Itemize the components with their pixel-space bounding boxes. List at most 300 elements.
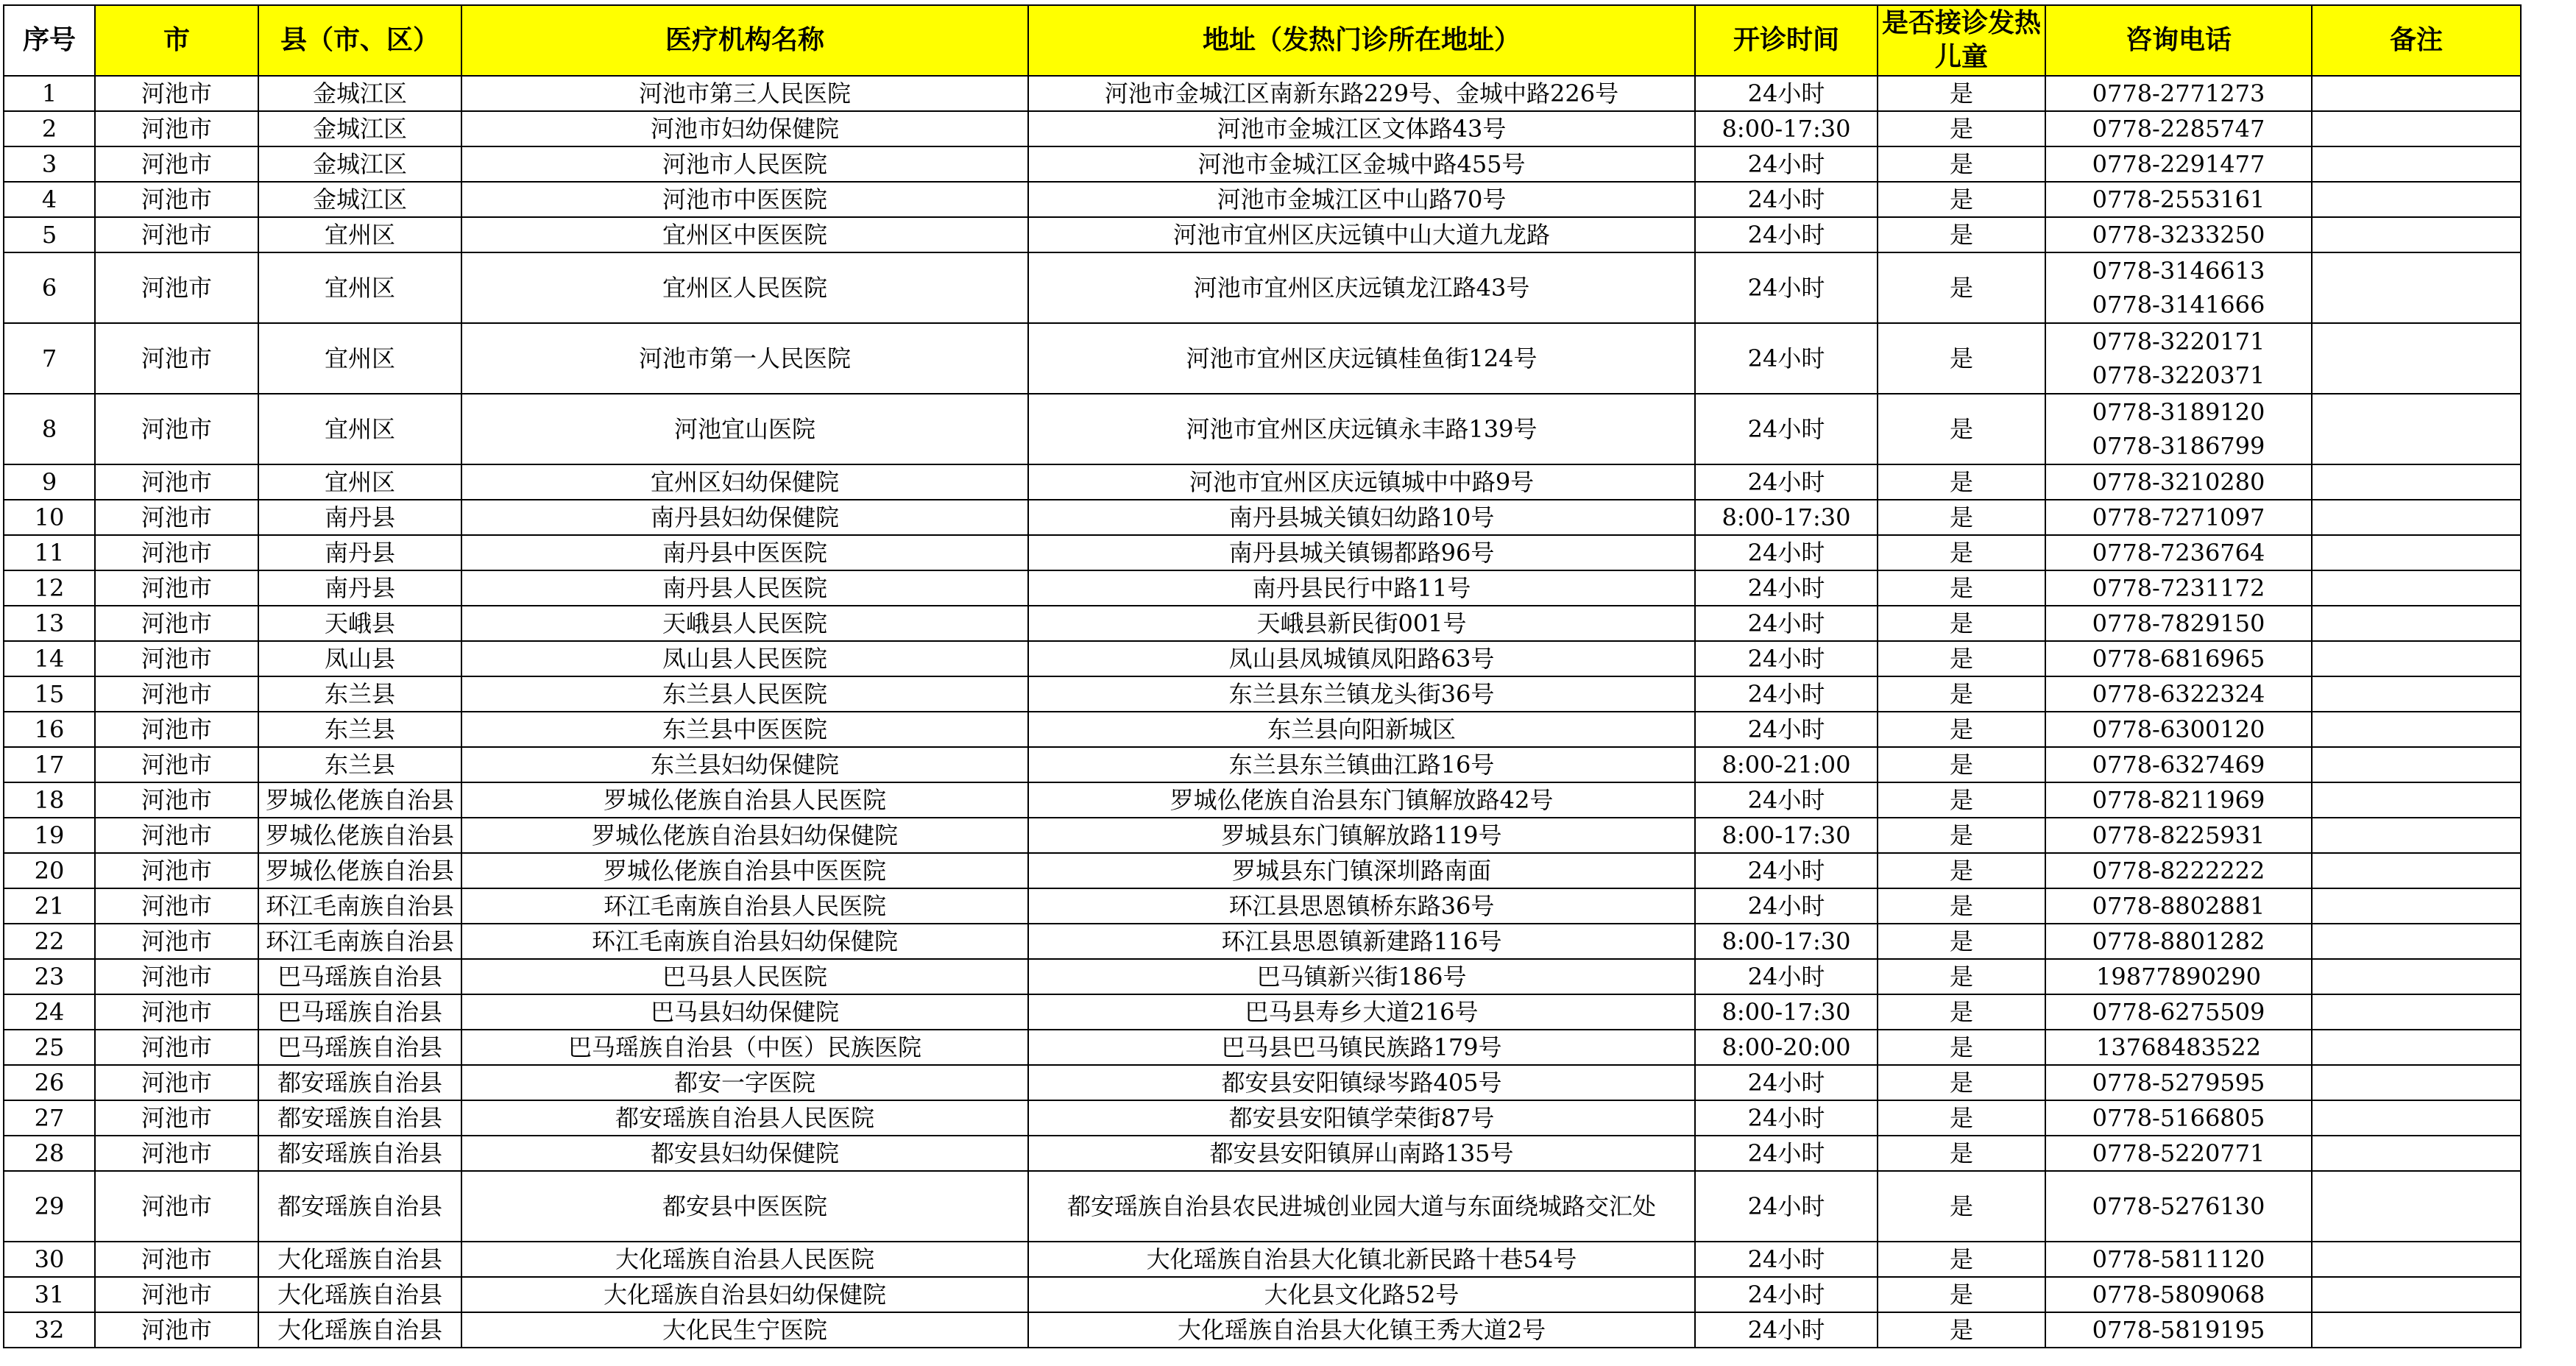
cell-hours: 24小时 <box>1695 464 1878 500</box>
cell-children: 是 <box>1878 1277 2045 1312</box>
cell-city: 河池市 <box>95 1136 258 1171</box>
cell-no: 8 <box>4 394 95 464</box>
cell-note <box>2312 676 2521 712</box>
cell-note <box>2312 111 2521 146</box>
cell-city: 河池市 <box>95 1312 258 1348</box>
cell-institution: 东兰县人民医院 <box>461 676 1028 712</box>
cell-phone <box>2045 1065 2312 1100</box>
cell-institution: 环江毛南族自治县人民医院 <box>461 888 1028 924</box>
table-row <box>4 500 2521 535</box>
cell-institution: 罗城仫佬族自治县中医医院 <box>461 853 1028 888</box>
cell-county: 南丹县 <box>258 570 461 606</box>
cell-city: 河池市 <box>95 464 258 500</box>
cell-note <box>2312 1277 2521 1312</box>
phone-number: 0778-6322324 <box>2092 680 2265 708</box>
cell-note <box>2312 1136 2521 1171</box>
cell-no: 32 <box>4 1312 95 1348</box>
cell-hours: 24小时 <box>1695 76 1878 111</box>
cell-note <box>2312 1312 2521 1348</box>
cell-city: 河池市 <box>95 217 258 252</box>
cell-address: 大化瑶族自治县大化镇北新民路十巷54号 <box>1028 1242 1695 1277</box>
cell-address: 大化县文化路52号 <box>1028 1277 1695 1312</box>
cell-phone <box>2045 323 2312 394</box>
cell-address: 天峨县新民街001号 <box>1028 606 1695 641</box>
phone-number: 0778-3186799 <box>2092 432 2265 460</box>
cell-county: 南丹县 <box>258 535 461 570</box>
cell-note <box>2312 924 2521 959</box>
cell-city: 河池市 <box>95 1277 258 1312</box>
cell-hours: 24小时 <box>1695 606 1878 641</box>
cell-hours: 24小时 <box>1695 712 1878 747</box>
header-phone: 咨询电话 <box>2045 5 2312 76</box>
cell-institution: 巴马县人民医院 <box>461 959 1028 994</box>
cell-institution: 凤山县人民医院 <box>461 641 1028 676</box>
cell-city: 河池市 <box>95 182 258 217</box>
cell-no: 3 <box>4 146 95 182</box>
cell-phone <box>2045 394 2312 464</box>
table-row <box>4 217 2521 252</box>
phone-number: 0778-5811120 <box>2092 1245 2265 1273</box>
cell-institution: 河池市第一人民医院 <box>461 323 1028 394</box>
cell-city: 河池市 <box>95 924 258 959</box>
cell-institution: 大化民生宁医院 <box>461 1312 1028 1348</box>
cell-phone <box>2045 959 2312 994</box>
cell-note <box>2312 146 2521 182</box>
header-city: 市 <box>95 5 258 76</box>
cell-children: 是 <box>1878 853 2045 888</box>
cell-address: 大化瑶族自治县大化镇王秀大道2号 <box>1028 1312 1695 1348</box>
cell-address: 东兰县东兰镇龙头街36号 <box>1028 676 1695 712</box>
cell-note <box>2312 394 2521 464</box>
phone-number: 0778-5276130 <box>2092 1192 2265 1220</box>
header-institution: 医疗机构名称 <box>461 5 1028 76</box>
cell-note <box>2312 1171 2521 1242</box>
cell-children: 是 <box>1878 818 2045 853</box>
table-row <box>4 959 2521 994</box>
cell-city: 河池市 <box>95 323 258 394</box>
cell-note <box>2312 1065 2521 1100</box>
cell-hours: 24小时 <box>1695 1277 1878 1312</box>
table-row <box>4 712 2521 747</box>
cell-children: 是 <box>1878 323 2045 394</box>
cell-children: 是 <box>1878 994 2045 1030</box>
cell-no: 17 <box>4 747 95 782</box>
cell-children: 是 <box>1878 1171 2045 1242</box>
cell-city: 河池市 <box>95 606 258 641</box>
cell-no: 5 <box>4 217 95 252</box>
phone-number: 0778-5279595 <box>2092 1069 2265 1097</box>
cell-county: 宜州区 <box>258 323 461 394</box>
table-row <box>4 464 2521 500</box>
table-row <box>4 1065 2521 1100</box>
cell-note <box>2312 570 2521 606</box>
cell-address: 南丹县民行中路11号 <box>1028 570 1695 606</box>
cell-children: 是 <box>1878 924 2045 959</box>
cell-address: 河池市金城江区中山路70号 <box>1028 182 1695 217</box>
table-row <box>4 146 2521 182</box>
cell-children: 是 <box>1878 1312 2045 1348</box>
cell-no: 10 <box>4 500 95 535</box>
cell-phone <box>2045 924 2312 959</box>
phone-number: 0778-3220171 <box>2092 328 2265 355</box>
cell-children: 是 <box>1878 712 2045 747</box>
cell-phone <box>2045 500 2312 535</box>
cell-phone <box>2045 888 2312 924</box>
cell-institution: 都安县中医医院 <box>461 1171 1028 1242</box>
cell-hours: 24小时 <box>1695 676 1878 712</box>
cell-address: 河池市宜州区庆远镇城中中路9号 <box>1028 464 1695 500</box>
cell-children: 是 <box>1878 1065 2045 1100</box>
cell-county: 宜州区 <box>258 252 461 323</box>
cell-county: 宜州区 <box>258 394 461 464</box>
phone-number: 0778-3220371 <box>2092 361 2265 389</box>
cell-phone <box>2045 146 2312 182</box>
table-row <box>4 111 2521 146</box>
cell-note <box>2312 76 2521 111</box>
table-row <box>4 924 2521 959</box>
cell-institution: 都安一字医院 <box>461 1065 1028 1100</box>
cell-county: 天峨县 <box>258 606 461 641</box>
cell-children: 是 <box>1878 252 2045 323</box>
cell-no: 31 <box>4 1277 95 1312</box>
cell-institution: 宜州区妇幼保健院 <box>461 464 1028 500</box>
table-row <box>4 182 2521 217</box>
cell-phone <box>2045 1242 2312 1277</box>
cell-institution: 巴马瑶族自治县（中医）民族医院 <box>461 1030 1028 1065</box>
cell-children: 是 <box>1878 1136 2045 1171</box>
cell-children: 是 <box>1878 182 2045 217</box>
table-row <box>4 888 2521 924</box>
cell-note <box>2312 818 2521 853</box>
phone-number: 0778-8801282 <box>2092 927 2265 955</box>
phone-number: 0778-2285747 <box>2092 115 2265 143</box>
cell-phone <box>2045 1312 2312 1348</box>
cell-no: 24 <box>4 994 95 1030</box>
cell-note <box>2312 1100 2521 1136</box>
cell-city: 河池市 <box>95 888 258 924</box>
table-row <box>4 323 2521 394</box>
cell-county: 都安瑶族自治县 <box>258 1171 461 1242</box>
cell-hours: 8:00-17:30 <box>1695 994 1878 1030</box>
cell-note <box>2312 747 2521 782</box>
cell-no: 11 <box>4 535 95 570</box>
cell-phone <box>2045 712 2312 747</box>
cell-city: 河池市 <box>95 641 258 676</box>
table-row <box>4 1242 2521 1277</box>
cell-hours: 24小时 <box>1695 1100 1878 1136</box>
cell-address: 罗城县东门镇深圳路南面 <box>1028 853 1695 888</box>
cell-hours: 8:00-17:30 <box>1695 924 1878 959</box>
table-row <box>4 535 2521 570</box>
cell-city: 河池市 <box>95 959 258 994</box>
cell-phone <box>2045 606 2312 641</box>
table-row <box>4 853 2521 888</box>
cell-phone <box>2045 747 2312 782</box>
cell-hours: 24小时 <box>1695 217 1878 252</box>
phone-number: 19877890290 <box>2096 963 2261 991</box>
cell-city: 河池市 <box>95 712 258 747</box>
cell-institution: 河池宜山医院 <box>461 394 1028 464</box>
table-body <box>4 76 2521 1348</box>
cell-county: 东兰县 <box>258 676 461 712</box>
cell-institution: 巴马县妇幼保健院 <box>461 994 1028 1030</box>
cell-city: 河池市 <box>95 570 258 606</box>
cell-address: 巴马镇新兴街186号 <box>1028 959 1695 994</box>
cell-children: 是 <box>1878 888 2045 924</box>
phone-number: 0778-3233250 <box>2092 221 2265 249</box>
cell-hours: 24小时 <box>1695 1312 1878 1348</box>
phone-number: 0778-6327469 <box>2092 751 2265 779</box>
cell-county: 金城江区 <box>258 182 461 217</box>
cell-county: 巴马瑶族自治县 <box>258 959 461 994</box>
table-row <box>4 676 2521 712</box>
cell-hours: 24小时 <box>1695 888 1878 924</box>
cell-hours: 24小时 <box>1695 1065 1878 1100</box>
cell-address: 都安县安阳镇学荣街87号 <box>1028 1100 1695 1136</box>
cell-address: 巴马县寿乡大道216号 <box>1028 994 1695 1030</box>
cell-hours: 24小时 <box>1695 641 1878 676</box>
table-row <box>4 1136 2521 1171</box>
cell-address: 罗城仫佬族自治县东门镇解放路42号 <box>1028 782 1695 818</box>
cell-hours: 8:00-17:30 <box>1695 818 1878 853</box>
cell-county: 大化瑶族自治县 <box>258 1277 461 1312</box>
cell-children: 是 <box>1878 111 2045 146</box>
table-row <box>4 606 2521 641</box>
cell-no: 1 <box>4 76 95 111</box>
cell-no: 19 <box>4 818 95 853</box>
cell-county: 宜州区 <box>258 217 461 252</box>
phone-number: 0778-3210280 <box>2092 468 2265 496</box>
cell-address: 凤山县凤城镇凤阳路63号 <box>1028 641 1695 676</box>
cell-no: 16 <box>4 712 95 747</box>
cell-no: 20 <box>4 853 95 888</box>
cell-county: 东兰县 <box>258 747 461 782</box>
cell-phone <box>2045 1030 2312 1065</box>
table-row <box>4 252 2521 323</box>
cell-city: 河池市 <box>95 676 258 712</box>
cell-city: 河池市 <box>95 994 258 1030</box>
cell-address: 罗城县东门镇解放路119号 <box>1028 818 1695 853</box>
cell-hours: 24小时 <box>1695 146 1878 182</box>
cell-phone <box>2045 535 2312 570</box>
cell-address: 南丹县城关镇锡都路96号 <box>1028 535 1695 570</box>
phone-number: 0778-3189120 <box>2092 398 2265 426</box>
cell-hours: 24小时 <box>1695 853 1878 888</box>
cell-children: 是 <box>1878 464 2045 500</box>
cell-city: 河池市 <box>95 146 258 182</box>
cell-institution: 东兰县妇幼保健院 <box>461 747 1028 782</box>
cell-note <box>2312 182 2521 217</box>
cell-children: 是 <box>1878 146 2045 182</box>
cell-city: 河池市 <box>95 535 258 570</box>
phone-number: 0778-5809068 <box>2092 1281 2265 1309</box>
phone-number: 0778-3141666 <box>2092 291 2265 319</box>
cell-institution: 大化瑶族自治县人民医院 <box>461 1242 1028 1277</box>
phone-number: 0778-2291477 <box>2092 150 2265 178</box>
cell-institution: 罗城仫佬族自治县人民医院 <box>461 782 1028 818</box>
cell-county: 金城江区 <box>258 146 461 182</box>
cell-county: 都安瑶族自治县 <box>258 1065 461 1100</box>
phone-number: 0778-2771273 <box>2092 79 2265 107</box>
cell-address: 河池市金城江区金城中路455号 <box>1028 146 1695 182</box>
cell-children: 是 <box>1878 676 2045 712</box>
cell-note <box>2312 853 2521 888</box>
cell-no: 9 <box>4 464 95 500</box>
cell-institution: 宜州区中医医院 <box>461 217 1028 252</box>
cell-county: 罗城仫佬族自治县 <box>258 818 461 853</box>
table-row <box>4 994 2521 1030</box>
cell-county: 宜州区 <box>258 464 461 500</box>
header-address: 地址（发热门诊所在地址） <box>1028 5 1695 76</box>
cell-no: 15 <box>4 676 95 712</box>
cell-no: 14 <box>4 641 95 676</box>
cell-institution: 河池市第三人民医院 <box>461 76 1028 111</box>
cell-note <box>2312 782 2521 818</box>
table-row <box>4 782 2521 818</box>
cell-county: 环江毛南族自治县 <box>258 924 461 959</box>
cell-children: 是 <box>1878 500 2045 535</box>
cell-no: 18 <box>4 782 95 818</box>
cell-city: 河池市 <box>95 500 258 535</box>
cell-city: 河池市 <box>95 1030 258 1065</box>
cell-city: 河池市 <box>95 76 258 111</box>
cell-note <box>2312 464 2521 500</box>
cell-children: 是 <box>1878 1242 2045 1277</box>
cell-city: 河池市 <box>95 747 258 782</box>
cell-institution: 都安县妇幼保健院 <box>461 1136 1028 1171</box>
cell-note <box>2312 888 2521 924</box>
cell-city: 河池市 <box>95 111 258 146</box>
cell-address: 南丹县城关镇妇幼路10号 <box>1028 500 1695 535</box>
cell-county: 金城江区 <box>258 76 461 111</box>
cell-children: 是 <box>1878 747 2045 782</box>
cell-phone <box>2045 111 2312 146</box>
cell-county: 凤山县 <box>258 641 461 676</box>
table-row <box>4 76 2521 111</box>
cell-county: 罗城仫佬族自治县 <box>258 782 461 818</box>
cell-no: 26 <box>4 1065 95 1100</box>
cell-hours: 24小时 <box>1695 182 1878 217</box>
cell-no: 7 <box>4 323 95 394</box>
cell-phone <box>2045 818 2312 853</box>
cell-no: 22 <box>4 924 95 959</box>
cell-no: 23 <box>4 959 95 994</box>
cell-institution: 南丹县妇幼保健院 <box>461 500 1028 535</box>
cell-phone <box>2045 676 2312 712</box>
cell-children: 是 <box>1878 782 2045 818</box>
cell-institution: 河池市妇幼保健院 <box>461 111 1028 146</box>
phone-number: 13768483522 <box>2096 1033 2261 1061</box>
cell-phone <box>2045 464 2312 500</box>
cell-note <box>2312 252 2521 323</box>
cell-institution: 南丹县中医医院 <box>461 535 1028 570</box>
cell-address: 环江县思恩镇桥东路36号 <box>1028 888 1695 924</box>
phone-number: 0778-8802881 <box>2092 892 2265 920</box>
cell-city: 河池市 <box>95 1171 258 1242</box>
cell-hours: 8:00-21:00 <box>1695 747 1878 782</box>
phone-number: 0778-6816965 <box>2092 645 2265 673</box>
cell-children: 是 <box>1878 1100 2045 1136</box>
cell-no: 4 <box>4 182 95 217</box>
cell-institution: 河池市人民医院 <box>461 146 1028 182</box>
cell-hours: 8:00-17:30 <box>1695 111 1878 146</box>
cell-county: 都安瑶族自治县 <box>258 1136 461 1171</box>
cell-address: 河池市宜州区庆远镇龙江路43号 <box>1028 252 1695 323</box>
cell-city: 河池市 <box>95 1242 258 1277</box>
table-row <box>4 1030 2521 1065</box>
header-row <box>4 5 2521 76</box>
cell-city: 河池市 <box>95 818 258 853</box>
cell-children: 是 <box>1878 535 2045 570</box>
cell-city: 河池市 <box>95 1065 258 1100</box>
cell-hours: 8:00-17:30 <box>1695 500 1878 535</box>
cell-note <box>2312 712 2521 747</box>
cell-hours: 24小时 <box>1695 1136 1878 1171</box>
cell-county: 巴马瑶族自治县 <box>258 1030 461 1065</box>
cell-address: 环江县思恩镇新建路116号 <box>1028 924 1695 959</box>
cell-address: 东兰县东兰镇曲江路16号 <box>1028 747 1695 782</box>
phone-number: 0778-7231172 <box>2092 574 2265 602</box>
cell-institution: 河池市中医医院 <box>461 182 1028 217</box>
cell-phone <box>2045 182 2312 217</box>
cell-county: 大化瑶族自治县 <box>258 1242 461 1277</box>
cell-phone <box>2045 641 2312 676</box>
cell-institution: 宜州区人民医院 <box>461 252 1028 323</box>
cell-institution: 南丹县人民医院 <box>461 570 1028 606</box>
cell-no: 28 <box>4 1136 95 1171</box>
cell-institution: 都安瑶族自治县人民医院 <box>461 1100 1028 1136</box>
cell-children: 是 <box>1878 1030 2045 1065</box>
phone-number: 0778-7236764 <box>2092 539 2265 567</box>
phone-number: 0778-5220771 <box>2092 1139 2265 1167</box>
cell-county: 巴马瑶族自治县 <box>258 994 461 1030</box>
cell-hours: 24小时 <box>1695 394 1878 464</box>
phone-number: 0778-6300120 <box>2092 715 2265 743</box>
cell-county: 大化瑶族自治县 <box>258 1312 461 1348</box>
fever-clinic-table <box>3 4 2522 1348</box>
cell-hours: 24小时 <box>1695 1171 1878 1242</box>
cell-phone <box>2045 782 2312 818</box>
phone-number: 0778-8222222 <box>2092 857 2265 885</box>
cell-city: 河池市 <box>95 252 258 323</box>
cell-children: 是 <box>1878 217 2045 252</box>
cell-no: 27 <box>4 1100 95 1136</box>
cell-hours: 24小时 <box>1695 535 1878 570</box>
cell-address: 河池市金城江区南新东路229号、金城中路226号 <box>1028 76 1695 111</box>
phone-number: 0778-7271097 <box>2092 503 2265 531</box>
cell-children: 是 <box>1878 76 2045 111</box>
cell-note <box>2312 535 2521 570</box>
cell-city: 河池市 <box>95 782 258 818</box>
phone-number: 0778-8211969 <box>2092 786 2265 814</box>
cell-address: 河池市宜州区庆远镇桂鱼街124号 <box>1028 323 1695 394</box>
cell-children: 是 <box>1878 394 2045 464</box>
cell-county: 金城江区 <box>258 111 461 146</box>
table-row <box>4 747 2521 782</box>
cell-county: 环江毛南族自治县 <box>258 888 461 924</box>
table-row <box>4 1277 2521 1312</box>
cell-children: 是 <box>1878 570 2045 606</box>
cell-hours: 24小时 <box>1695 252 1878 323</box>
cell-city: 河池市 <box>95 853 258 888</box>
cell-address: 都安县安阳镇绿岑路405号 <box>1028 1065 1695 1100</box>
cell-phone <box>2045 853 2312 888</box>
cell-phone <box>2045 1277 2312 1312</box>
phone-number: 0778-5819195 <box>2092 1316 2265 1344</box>
cell-note <box>2312 1030 2521 1065</box>
cell-address: 河池市宜州区庆远镇永丰路139号 <box>1028 394 1695 464</box>
cell-address: 都安瑶族自治县农民进城创业园大道与东面绕城路交汇处 <box>1028 1171 1695 1242</box>
